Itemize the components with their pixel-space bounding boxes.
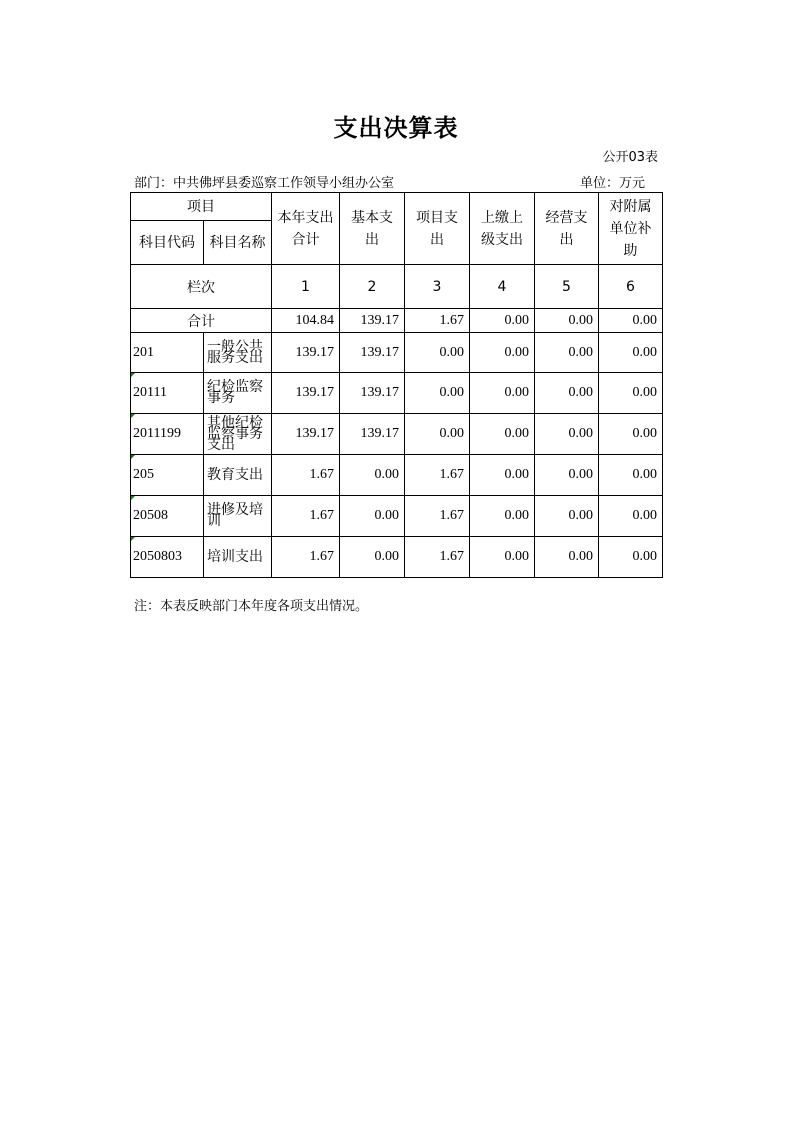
row-project: 1.67 — [405, 537, 470, 578]
header-upper: 上缴上级支出 — [470, 193, 535, 265]
total-row-subsidy: 0.00 — [599, 309, 663, 333]
row-project: 1.67 — [405, 496, 470, 537]
column-index-label: 栏次 — [131, 265, 272, 309]
row-code: 2050803 — [131, 537, 204, 578]
row-subsidy: 0.00 — [599, 414, 663, 455]
row-upper: 0.00 — [470, 537, 535, 578]
row-upper: 0.00 — [470, 496, 535, 537]
row-business: 0.00 — [535, 537, 599, 578]
row-name: 一般公共服务支出 — [204, 333, 272, 373]
row-code: 20508 — [131, 496, 204, 537]
row-project: 0.00 — [405, 414, 470, 455]
total-row-label: 合计 — [131, 309, 272, 333]
row-name: 其他纪检监察事务支出 — [204, 414, 272, 455]
row-project: 0.00 — [405, 373, 470, 414]
row-business: 0.00 — [535, 496, 599, 537]
unit-label: 单位：万元 — [580, 176, 646, 191]
column-index-1: 1 — [272, 265, 340, 309]
column-index-3: 3 — [405, 265, 470, 309]
row-subsidy: 0.00 — [599, 537, 663, 578]
column-index-6: 6 — [599, 265, 663, 309]
total-row-project: 1.67 — [405, 309, 470, 333]
row-total: 1.67 — [272, 537, 340, 578]
row-name: 培训支出 — [204, 537, 272, 578]
expenditure-table — [130, 192, 663, 578]
row-total: 1.67 — [272, 455, 340, 496]
footnote: 注：本表反映部门本年度各项支出情况。 — [134, 599, 369, 614]
table-row — [131, 414, 663, 455]
column-index-4: 4 — [470, 265, 535, 309]
row-basic: 139.17 — [340, 414, 405, 455]
row-subsidy: 0.00 — [599, 455, 663, 496]
header-project: 项目支出 — [405, 193, 470, 265]
row-basic: 0.00 — [340, 537, 405, 578]
department-label: 部门：中共佛坪县委巡察工作领导小组办公室 — [134, 176, 395, 191]
row-name: 纪检监察事务 — [204, 373, 272, 414]
row-total: 139.17 — [272, 373, 340, 414]
header-item: 项目 — [131, 193, 272, 221]
row-code: 2011199 — [131, 414, 204, 455]
header-subject-name: 科目名称 — [204, 221, 272, 265]
header-subsidy: 对附属单位补助 — [599, 193, 663, 265]
row-name: 教育支出 — [204, 455, 272, 496]
row-business: 0.00 — [535, 333, 599, 373]
row-business: 0.00 — [535, 373, 599, 414]
row-total: 139.17 — [272, 414, 340, 455]
table-row — [131, 496, 663, 537]
row-code: 20111 — [131, 373, 204, 414]
row-basic: 139.17 — [340, 373, 405, 414]
page-title: 支出决算表 — [333, 114, 459, 142]
row-code: 201 — [131, 333, 204, 373]
column-index-2: 2 — [340, 265, 405, 309]
total-row-business: 0.00 — [535, 309, 599, 333]
row-business: 0.00 — [535, 414, 599, 455]
row-upper: 0.00 — [470, 373, 535, 414]
row-business: 0.00 — [535, 455, 599, 496]
table-row — [131, 537, 663, 578]
table-row — [131, 333, 663, 373]
row-total: 1.67 — [272, 496, 340, 537]
row-basic: 0.00 — [340, 455, 405, 496]
row-basic: 0.00 — [340, 496, 405, 537]
row-project: 0.00 — [405, 333, 470, 373]
row-subsidy: 0.00 — [599, 496, 663, 537]
table-row — [131, 455, 663, 496]
column-index-5: 5 — [535, 265, 599, 309]
row-subsidy: 0.00 — [599, 333, 663, 373]
header-business: 经营支出 — [535, 193, 599, 265]
header-basic: 基本支出 — [340, 193, 405, 265]
row-basic: 139.17 — [340, 333, 405, 373]
total-row-basic: 139.17 — [340, 309, 405, 333]
row-name: 进修及培训 — [204, 496, 272, 537]
header-subject-code: 科目代码 — [131, 221, 204, 265]
header-total: 本年支出合计 — [272, 193, 340, 265]
row-total: 139.17 — [272, 333, 340, 373]
table-row — [131, 373, 663, 414]
form-code: 公开03表 — [602, 150, 658, 165]
row-upper: 0.00 — [470, 414, 535, 455]
row-subsidy: 0.00 — [599, 373, 663, 414]
total-row-total: 104.84 — [272, 309, 340, 333]
row-code: 205 — [131, 455, 204, 496]
row-upper: 0.00 — [470, 455, 535, 496]
row-project: 1.67 — [405, 455, 470, 496]
row-upper: 0.00 — [470, 333, 535, 373]
total-row-upper: 0.00 — [470, 309, 535, 333]
